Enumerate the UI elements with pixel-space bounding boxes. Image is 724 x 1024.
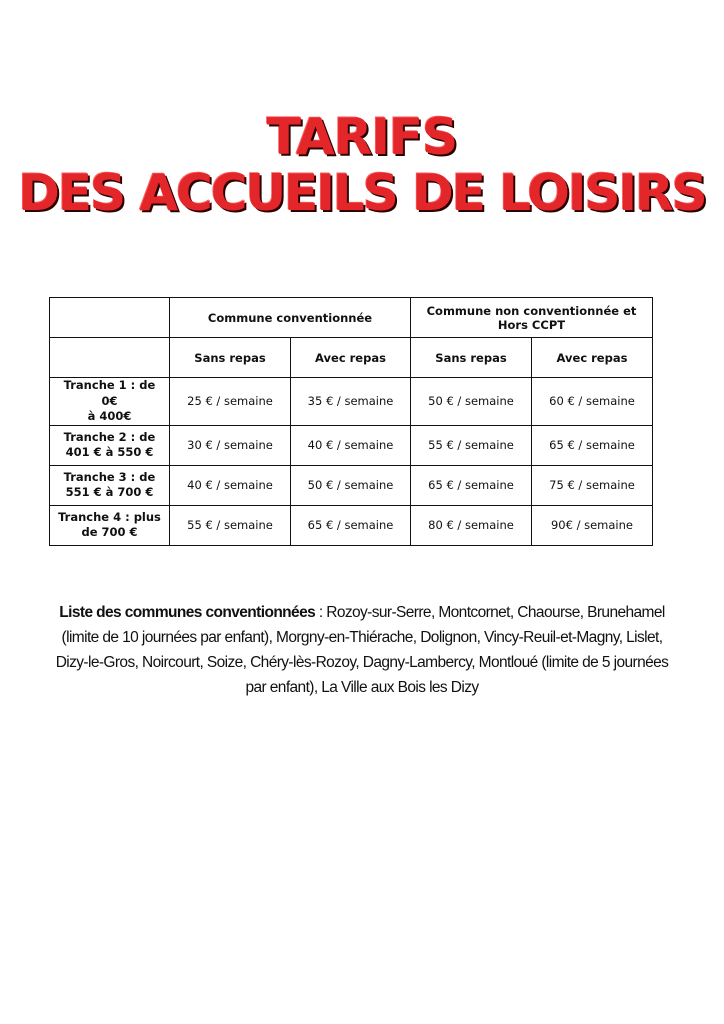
- table-cell: 50 € / semaine: [411, 378, 532, 426]
- page-title-line-2: DES ACCUEILS DE LOISIRS: [18, 164, 706, 222]
- table-cell: 75 € / semaine: [532, 465, 653, 505]
- table-cell: 90€ / semaine: [532, 505, 653, 545]
- group-header-non-conventionnee: Commune non conventionnée et Hors CCPT: [411, 298, 653, 338]
- row-header-line: Tranche 4 : plus: [58, 509, 161, 524]
- table-cell: 65 € / semaine: [411, 465, 532, 505]
- row-header-line: 551 € à 700 €: [65, 485, 154, 500]
- column-header: Avec repas: [291, 338, 411, 378]
- row-header-line: Tranche 1 : de 0€: [63, 378, 156, 408]
- table-cell: 55 € / semaine: [170, 505, 291, 545]
- table-row: [50, 465, 653, 505]
- table-cell: 50 € / semaine: [291, 465, 411, 505]
- row-header-line: 401 € à 550 €: [65, 445, 154, 460]
- row-header-line: de 700 €: [81, 525, 138, 540]
- row-header: [50, 465, 170, 505]
- column-header: Sans repas: [411, 338, 532, 378]
- table-cell: 35 € / semaine: [291, 378, 411, 426]
- row-header-line: à 400€: [87, 409, 132, 424]
- table-cell: 55 € / semaine: [411, 425, 532, 465]
- row-header: [50, 425, 170, 465]
- column-header: Avec repas: [532, 338, 653, 378]
- table-cell: 80 € / semaine: [411, 505, 532, 545]
- table-row: [50, 378, 653, 426]
- table-cell: 40 € / semaine: [170, 465, 291, 505]
- row-header-line: Tranche 2 : de: [63, 429, 156, 444]
- communes-list-separator: :: [315, 604, 327, 621]
- table-cell: 25 € / semaine: [170, 378, 291, 426]
- table-row: [50, 505, 653, 545]
- column-header: Sans repas: [170, 338, 291, 378]
- table-header-row: [50, 298, 653, 338]
- group-header-conventionnee: Commune conventionnée: [170, 298, 411, 338]
- table-cell: 40 € / semaine: [291, 425, 411, 465]
- row-header: [50, 378, 170, 426]
- corner-cell: [50, 298, 170, 338]
- row-header: [50, 505, 170, 545]
- table-cell: 60 € / semaine: [532, 378, 653, 426]
- table-subheader-row: [50, 338, 653, 378]
- table-cell: 65 € / semaine: [291, 505, 411, 545]
- page-title-line-1: TARIFS: [266, 108, 458, 166]
- tarifs-table: [49, 297, 653, 546]
- table-cell: 65 € / semaine: [532, 425, 653, 465]
- table-cell: 30 € / semaine: [170, 425, 291, 465]
- table-row: [50, 425, 653, 465]
- communes-list-text: Rozoy-sur-Serre, Montcornet, Chaourse, Brunehamel (limite de 10 journées par enfant), Morgny-en-Thiérache, Dolignon, Vincy-Reuil-et-Magny, Lislet, Dizy-le-Gros, Noircourt, Soize, Chéry-lès-Rozoy, Dagny-Lambercy, Montloué (limite de 5 journées par enfant), La Ville aux Bois les Dizy: [55, 604, 669, 696]
- corner-cell: [50, 338, 170, 378]
- communes-list: [52, 600, 672, 700]
- communes-list-label: Liste des communes conventionnées: [59, 604, 316, 621]
- row-header-line: Tranche 3 : de: [63, 469, 156, 484]
